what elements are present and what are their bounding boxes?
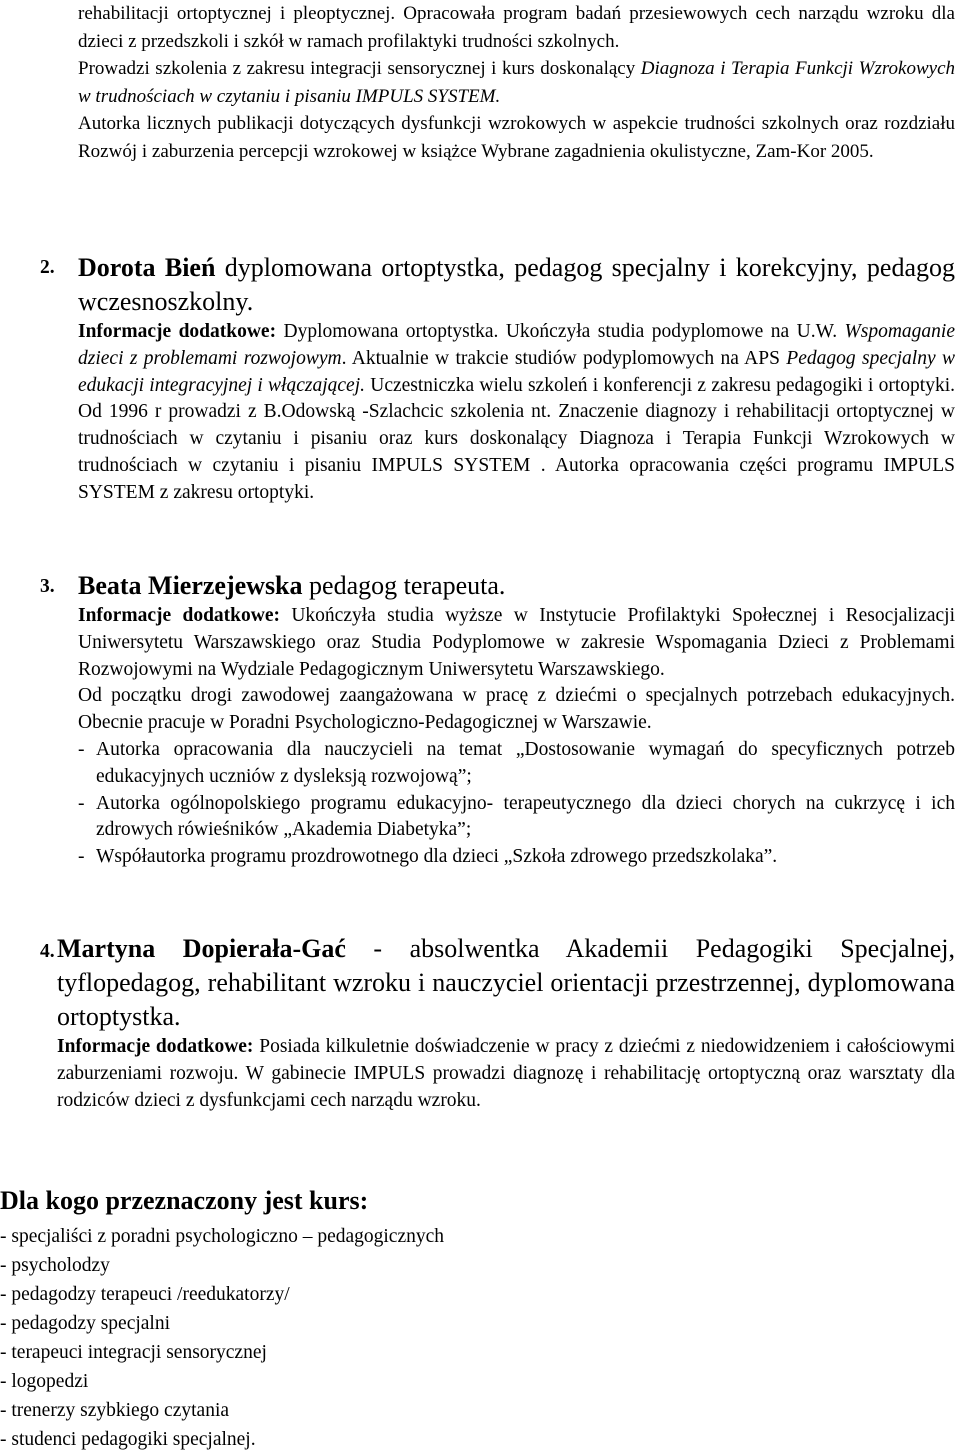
info-text: . Aktualnie w trakcie studiów podyplomowych na APS (341, 347, 787, 369)
person-name: Dorota Bień (78, 253, 216, 282)
person-number: 3. (40, 576, 55, 597)
info-text: Uczestniczka wielu szkoleń i konferencji z zakresu pedagogiki i ortoptyki. Od 1996 r prowadzi z B.Odowską -Szlachcic szkolenia nt. Znaczenie diagnozy i rehabilitacji ortoptycznej w trudnościach w czytaniu i pisaniu oraz kurs doskonalący Diagnoza i Terapia Funkcji Wzrokowych w trudnościach w czytaniu i pisaniu IMPULS SYSTEM . Autorka opracowania części programu IMPULS SYSTEM z zakresu ortoptyki. (78, 374, 956, 503)
intro-p2-text: Prowadzi szkolenia z zakresu integracji sensorycznej i kurs doskonalący (78, 58, 641, 79)
person-2-section (78, 251, 955, 507)
person-4-heading (57, 932, 955, 1034)
info-text: Ukończyła studia wyższe w Instytucie Profilaktyki Społecznej i Resocjalizacji Uniwersytetu Warszawskiego oraz Studia Podyplomowe w zakresie Wspomagania Dzieci z Problemami Rozwojowymi na Wydziale Pedagogicznym Uniwersytetu Warszawskiego. (78, 605, 956, 680)
list-item: - Autorka opracowania dla nauczycieli na temat „Dostosowanie wymagań do specyficznych potrzeb edukacyjnych uczniów z dysleksją rozwojową”; (78, 738, 955, 787)
list-item: - Autorka ogólnopolskiego programu edukacyjno- terapeutycznego dla dzieci chorych na cukrzycę i ich zdrowych rówieśników „Akademia Diabetyka”; (78, 792, 955, 841)
list-item: - psycholodzy (0, 1255, 110, 1276)
person-title: dyplomowana ortoptystka, pedagog specjalny i korekcyjny, pedagog wczesnoszkolny. (78, 253, 955, 316)
audience-list (0, 1222, 444, 1454)
info-label: Informacje dodatkowe: (57, 1036, 254, 1057)
list-item: - logopedzi (0, 1371, 89, 1392)
info-italic-text: Wspomaganie dzieci z problemami rozwojowym (78, 321, 956, 369)
info-italic-text: Pedagog specjalny w edukacji integracyjnej i włączającej. (78, 347, 955, 396)
info-label: Informacje dodatkowe: (78, 605, 280, 626)
person-4-info (57, 1034, 955, 1114)
list-item: - specjaliści z poradni psychologiczno – pedagogicznych (0, 1226, 445, 1247)
person-name: Martyna Dopierała-Gać (57, 934, 346, 963)
list-item: - pedagodzy terapeuci /reedukatorzy/ (0, 1284, 290, 1305)
list-item: - trenerzy szybkiego czytania (0, 1400, 230, 1421)
person-3-info-2: Od początku drogi zawodowej zaangażowana w pracę z dziećmi o specjalnych potrzebach edukacyjnych. Obecnie pracuje w Poradni Psychologiczno-Pedagogicznej w Warszawie. (78, 685, 955, 734)
person-4-section (57, 932, 955, 1114)
person-name: Beata Mierzejewska (78, 571, 303, 600)
person-number: 2. (40, 257, 55, 278)
intro-paragraph-3: Autorka licznych publikacji dotyczących dysfunkcji wzrokowych w aspekcie trudności szkolnych oraz rozdziału Rozwój i zaburzenia percepcji wzrokowej w książce Wybrane zagadnienia okulistyczne, Zam-Kor 2005. (78, 113, 955, 162)
person-2-info (78, 319, 955, 507)
person-3-heading (78, 569, 955, 603)
info-text: Dyplomowana ortoptystka. Ukończyła studia podyplomowe na U.W. (276, 321, 845, 342)
intro-section (78, 0, 955, 165)
list-item: - terapeuci integracji sensorycznej (0, 1342, 267, 1363)
list-item: - studenci pedagogiki specjalnej. (0, 1429, 256, 1450)
list-item: - Współautorka programu prozdrowotnego dla dzieci „Szkoła zdrowego przedszkolaka”. (78, 846, 778, 868)
intro-paragraph-2 (78, 55, 955, 110)
audience-heading: Dla kogo przeznaczony jest kurs: (0, 1186, 369, 1215)
intro-paragraph-1: rehabilitacji ortoptycznej i pleoptycznej. Opracowała program badań przesiewowych cech narządu wzroku dla dzieci z przedszkoli i szkół w ramach profilaktyki trudności szkolnych. (78, 3, 955, 52)
info-label: Informacje dodatkowe: (78, 321, 277, 342)
person-number: 4. (40, 941, 55, 962)
person-title: pedagog terapeuta. (302, 571, 506, 600)
person-3-section (78, 569, 955, 871)
person-title: - absolwentka Akademii Pedagogiki Specjalnej, tyflopedagog, rehabilitant wzroku i nauczyciel orientacji przestrzennej, dyplomowana ortoptystka. (57, 934, 955, 1031)
list-item: - pedagodzy specjalni (0, 1313, 171, 1334)
person-2-heading (78, 251, 955, 319)
info-text: Posiada kilkuletnie doświadczenie w pracy z dziećmi z niedowidzeniem i całościowymi zaburzeniami rozwoju. W gabinecie IMPULS prowadzi diagnozę i rehabilitację ortoptyczną oraz warsztaty dla rodziców dzieci z dysfunkcjami cech narządu wzroku. (57, 1036, 955, 1111)
intro-course-name: Diagnoza i Terapia Funkcji Wzrokowych w trudnościach w czytaniu i pisaniu IMPULS SYSTEM. (78, 58, 956, 107)
person-3-info (78, 603, 955, 683)
